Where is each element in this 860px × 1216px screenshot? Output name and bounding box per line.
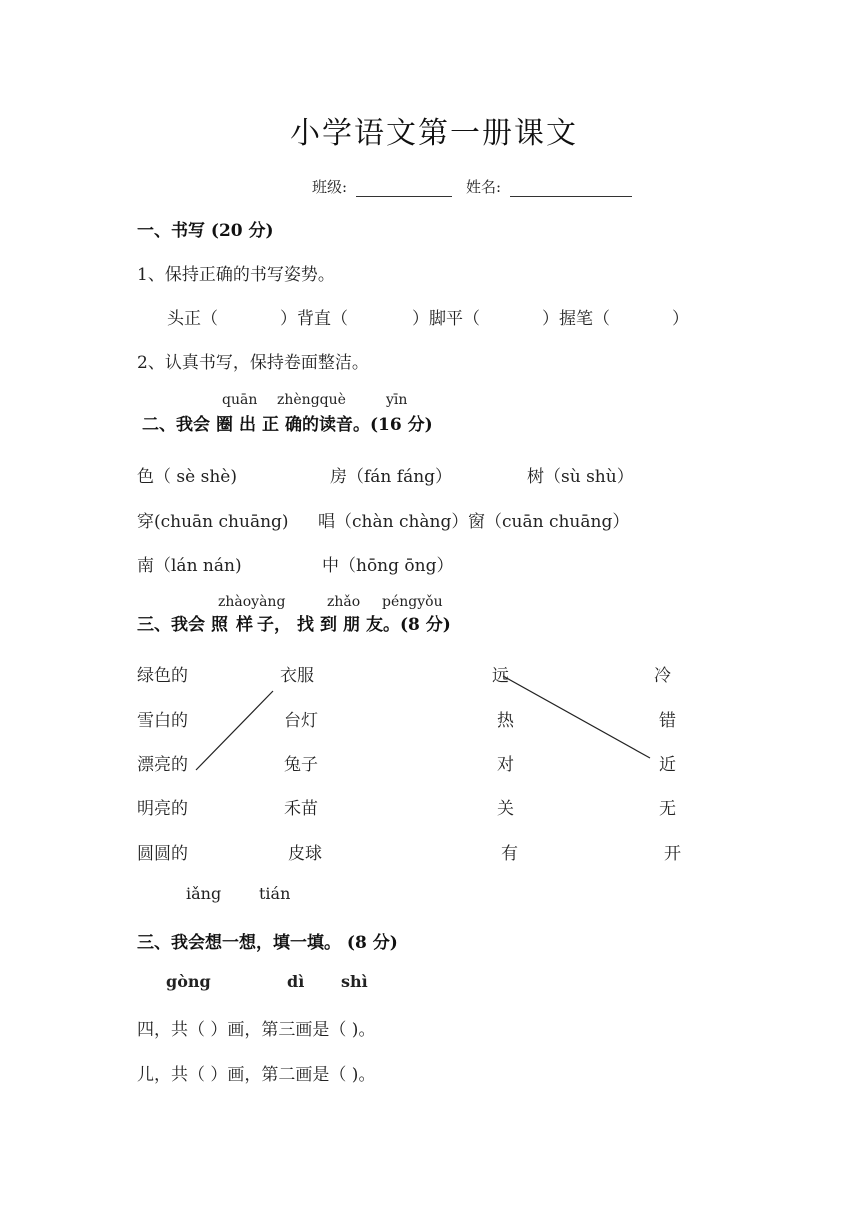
section-1-q2: 2、认真书写，保持卷面整洁。 (137, 353, 369, 373)
match-left-item: 明亮的 (137, 799, 188, 819)
reading-item: 色（ sè shè) (137, 467, 237, 487)
reading-item: 中（hōng ōng） (322, 556, 454, 576)
match-middle-item: 衣服 (280, 666, 314, 686)
reading-item: 窗（cuān chuāng） (468, 512, 630, 532)
posture-item: ） (672, 309, 689, 329)
section-3-heading: 三、我会 照 样 子， 找 到 朋 友。(8 分) (137, 615, 451, 635)
posture-item: ）脚平（ (412, 309, 480, 329)
heading-pinyin: zhèngquè (277, 392, 346, 408)
posture-item: ）背直（ (280, 309, 348, 329)
match-left-item: 圆圆的 (137, 844, 188, 864)
match-middle-item: 禾苗 (284, 799, 318, 819)
reading-item: 树（sù shù） (527, 467, 634, 487)
page-title: 小学语文第一册课文 (290, 116, 578, 151)
match-right-a-item: 热 (497, 711, 514, 731)
match-middle-item: 皮球 (288, 844, 322, 864)
match-right-b-item: 错 (659, 711, 676, 731)
name-label: 姓名: (466, 178, 502, 196)
match-left-item: 漂亮的 (137, 755, 188, 775)
posture-item: 头正（ (167, 309, 218, 329)
heading-pinyin: quān (222, 392, 258, 408)
match-right-a-item: 有 (501, 844, 518, 864)
heading-pinyin: zhǎo (327, 594, 361, 610)
class-label: 班级: (312, 178, 348, 196)
match-right-b-item: 开 (664, 844, 681, 864)
posture-item: ）握笔（ (542, 309, 610, 329)
match-line-example-1 (196, 691, 273, 770)
reading-item: 穿(chuān chuāng) (137, 512, 289, 532)
section-1-q1: 1、保持正确的书写姿势。 (137, 265, 335, 285)
reading-item: 南（lán nán) (137, 556, 242, 576)
reading-item: 唱（chàn chàng） (318, 512, 469, 532)
match-right-a-item: 远 (492, 666, 509, 686)
match-line-example-2 (503, 676, 650, 758)
match-right-b-item: 近 (659, 755, 676, 775)
match-right-a-item: 关 (497, 799, 514, 819)
pinyin-bold: shì (341, 972, 368, 991)
match-left-item: 绿色的 (137, 666, 188, 686)
section-4-heading: 三、我会想一想，填一填。 (8 分) (137, 933, 398, 953)
heading-pinyin: zhàoyàng (218, 594, 286, 610)
stroke-question: 儿，共（ ）画，第二画是（ )。 (137, 1065, 376, 1085)
stroke-question: 四，共（ ）画，第三画是（ )。 (137, 1020, 376, 1040)
match-middle-item: 台灯 (284, 711, 318, 731)
pinyin-bold: gòng (166, 972, 211, 991)
pinyin-fragment: tián (259, 884, 291, 903)
match-right-a-item: 对 (497, 755, 514, 775)
match-middle-item: 兔子 (284, 755, 318, 775)
heading-pinyin: yīn (386, 392, 408, 408)
match-right-b-item: 冷 (654, 666, 671, 686)
heading-pinyin: péngyǒu (382, 594, 443, 610)
pinyin-fragment: iǎng (186, 884, 222, 903)
section-2-heading: 二、我会 圈 出 正 确的读音。(16 分) (142, 415, 433, 435)
match-left-item: 雪白的 (137, 711, 188, 731)
pinyin-bold: dì (287, 972, 305, 991)
match-right-b-item: 无 (659, 799, 676, 819)
section-1-heading: 一、书写 (20 分) (137, 221, 274, 241)
reading-item: 房（fán fáng） (330, 467, 453, 487)
